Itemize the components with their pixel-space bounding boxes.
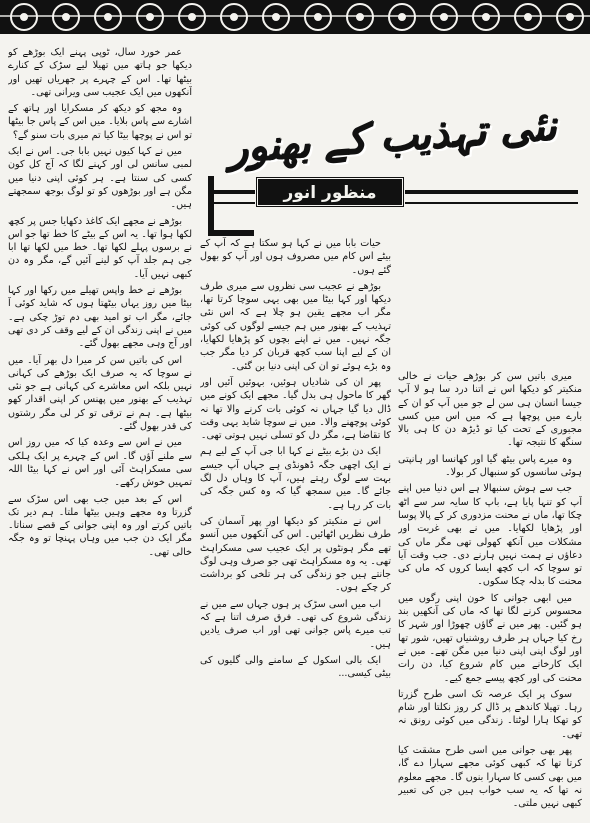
paragraph: وہ مجھ کو دیکھ کر مسکرایا اور ہاتھ کے اشارے سے پاس بلایا۔ میں اس کے پاس جا بیٹھا تو اس نے پوچھا بیٹا کیا تم میری بات سنو گے؟ <box>8 103 192 141</box>
paragraph: اب میں اسی سڑک پر ہوں جہاں سے میں نے زندگی شروع کی تھی۔ فرق صرف اتنا ہے کہ تب میرے پاس جوانی تھی اور اب صرف یادیں ہیں۔ <box>200 598 391 650</box>
border-ornament <box>178 3 206 31</box>
title-rule <box>208 230 254 236</box>
paragraph: عمر خورد سال، ٹوپی پہنے ایک بوڑھے کو دیکھا جو ہاتھ میں تھیلا لیے سڑک کے کنارے بیٹھا تھا۔ اس کے چہرے پر جھریاں تھیں اور آنکھوں میں ایک عجیب سی ویرانی تھی۔ <box>8 47 192 98</box>
border-ornament <box>472 3 500 31</box>
border-ornament <box>220 3 248 31</box>
column-right <box>398 370 582 815</box>
border-ornament <box>514 3 542 31</box>
border-ornament <box>304 3 332 31</box>
paragraph: اس کے بعد میں جب بھی اس سڑک سے گزرتا وہ مجھے وہیں بیٹھا ملتا۔ ہم دیر تک باتیں کرتے اور وہ اپنی جوانی کے قصے سناتا۔ مگر ایک دن جب میں وہاں پہنچا تو وہ جگہ خالی تھی۔ <box>8 493 192 558</box>
paragraph: بوڑھے نے عجیب سی نظروں سے میری طرف دیکھا اور کہا بیٹا میں بھی یہی سوچا کرتا تھا، مگر اب مجھے یقین ہو چلا ہے کہ اس نئی تہذیب کے بھنور میں ہم جیسے لوگوں کی کوئی جگہ نہیں۔ میں نے اپنے بچوں کو پڑھایا لکھایا، ان کے لیے اپنا سب کچھ قربان کر دیا مگر جب وہ بڑے ہوئے تو ان کی اپنی دنیا بن گئی۔ <box>200 280 391 372</box>
paragraph: حیات بابا میں نے کہا ہو سکتا ہے کہ آپ کے بیٹے اس کام میں مصروف ہوں اور آپ کو بھول گئے ہوں۔ <box>200 238 391 276</box>
author-name: منظور انور <box>283 183 377 203</box>
paragraph: بوڑھے نے مجھے ایک کاغذ دکھایا جس پر کچھ لکھا ہوا تھا۔ یہ اس کے بیٹے کا خط تھا جو اس نے برسوں پہلے لکھا تھا۔ خط میں لکھا تھا ابا جی ہم جلد آپ کو لینے آئیں گے، مگر وہ دن کبھی نہیں آیا۔ <box>8 215 192 280</box>
border-ornament <box>94 3 122 31</box>
paragraph: اس نے منکیتر کو دیکھا اور پھر آسمان کی طرف نظریں اٹھائیں۔ اس کی آنکھوں میں آنسو تھے مگر ہونٹوں پر ایک عجیب سی مسکراہٹ تھی۔ یہ وہ مسکراہٹ تھی جو صرف وہی لوگ جانتے ہیں جو زندگی کی ہر تلخی کو برداشت کر چکے ہوں۔ <box>200 515 391 594</box>
paragraph: پھر ان کی شادیاں ہوئیں، بہوئیں آئیں اور گھر کا ماحول ہی بدل گیا۔ مجھے ایک کونے میں ڈال دیا گیا جہاں نہ کوئی بات کرنے والا تھا نہ کوئی پوچھنے والا۔ میں نے سوچا شاید یہی وقت کا تقاضا ہے، مگر دل کو تسلی نہیں ہوتی تھی۔ <box>200 376 391 442</box>
paragraph: ایک دن بڑے بیٹے نے کہا ابا جی آپ کے لیے ہم نے ایک اچھی جگہ ڈھونڈی ہے جہاں آپ جیسے بہت سے لوگ رہتے ہیں، آپ کا وہاں دل لگ جائے گا۔ میں سمجھ گیا کہ وہ کس جگہ کی بات کر رہا ہے۔ <box>200 446 391 511</box>
column-middle <box>200 237 391 815</box>
ornamental-border <box>0 0 590 34</box>
paragraph: جب سے ہوش سنبھالا ہے اس دنیا میں اپنے آپ کو تنہا پایا ہے، باپ کا سایہ سر سے اٹھ چکا تھا، ماں نے محنت مزدوری کر کے پالا پوسا اور پڑھایا لکھایا۔ میں نے بھی غربت اور مشکلات میں آنکھ کھولی تھی مگر ماں کی دعاؤں نے ہمت نہیں ہارنے دی۔ جب وقت آیا تو سوچا کہ اب کچھ ایسا کروں کہ ماں کی محنت کا بدلہ چکا سکوں۔ <box>398 483 582 588</box>
article-title: نئی تہذیب کے بھنور <box>227 102 559 173</box>
paragraph: میری باتیں سن کر بوڑھے حیات نے خالی منکیتر کو دیکھا اس نے اتنا درد سا ہو لا آپ جیسا انسان ہی سن لے جو میں آپ کو ان کے بارے میں پوچھا ہے کہ میں اس میں کسی مجبوری کے تحت کیا تو ڈیڑھ دن کا ہی بالا سنگھ کا نتیجہ تھا۔ <box>398 371 582 449</box>
paragraph: وہ میرے پاس بیٹھ گیا اور کھانسا اور ہانپتی ہوئی سانسوں کو سنبھال کر بولا۔ <box>398 453 582 479</box>
paragraph: اس کی باتیں سن کر میرا دل بھر آیا۔ میں نے سوچا کہ یہ صرف ایک بوڑھے کی کہانی نہیں بلکہ اس معاشرے کی کہانی ہے جو نئی تہذیب کے بھنور میں پھنس کر اپنی اقدار کھو بیٹھا ہے۔ ہم نے ترقی تو کر لی مگر رشتوں کی قدر بھول گئے۔ <box>8 354 192 433</box>
paragraph: پھر بھی جوانی میں اسی طرح مشقت کیا کرتا تھا کہ کبھی کوئی مجھے سہارا دے گا، میں بھی کسی کا سہارا بنوں گا۔ مجھے معلوم نہ تھا کہ یہ سب خواب ہیں جن کی تعبیر کبھی نہیں ملتی۔ <box>398 745 582 810</box>
paragraph: میں ابھی جوانی کا خون اپنی رگوں میں محسوس کرنے لگا تھا کہ ماں کی آنکھیں بند ہو گئیں۔ پھر میں نے گاؤں چھوڑا اور شہر کا رخ کیا جہاں ہر طرف روشنیاں تھیں، شور تھا اور لوگ اپنی اپنی دنیا میں مگن تھے۔ میں نے ایک کارخانے میں کام شروع کیا، دن رات محنت کی اور کچھ پیسے جمع کیے۔ <box>398 592 582 684</box>
border-line <box>0 15 590 17</box>
border-ornament <box>388 3 416 31</box>
paragraph: ایک بالی اسکول کے سامنے والی گلیوں کی بیٹی کیسی... <box>200 654 391 680</box>
border-ornament <box>346 3 374 31</box>
paragraph: بوڑھے نے خط واپس تھیلے میں رکھا اور کہا بیٹا میں روز یہاں بیٹھتا ہوں کہ شاید کوئی آ جائے، مگر اب تو امید بھی دم توڑ چکی ہے۔ میں نے اپنی زندگی ان کے لیے وقف کر دی تھی اور آج وہی مجھے بھول گئے۔ <box>8 285 192 350</box>
title-rule <box>208 176 214 236</box>
border-ornament <box>556 3 584 31</box>
border-ornament <box>430 3 458 31</box>
paragraph: سوک پر ایک عرصہ تک اسی طرح گزرتا رہا۔ تھیلا کاندھے پر ڈال کر روز نکلتا اور شام کو تھکا ہارا لوٹتا۔ زندگی میں کوئی رونق نہ تھی۔ <box>398 688 582 740</box>
border-ornament <box>262 3 290 31</box>
paragraph: میں نے کہا کیوں نہیں بابا جی۔ اس نے ایک لمبی سانس لی اور کہنے لگا کہ آج کل کون کسی کی سنتا ہے۔ ہر کوئی اپنی دنیا میں مگن ہے اور بوڑھوں کو تو لوگ بوجھ سمجھتے ہیں۔ <box>8 146 192 211</box>
border-ornament <box>10 3 38 31</box>
column-left <box>8 46 192 816</box>
paragraph: میں نے اس سے وعدہ کیا کہ میں روز اس سے ملنے آؤں گا۔ اس کے چہرے پر ایک ہلکی سی مسکراہٹ آئی اور اس نے کہا بیٹا اللہ تمہیں خوش رکھے۔ <box>8 437 192 489</box>
border-ornament <box>136 3 164 31</box>
author-box <box>255 176 405 208</box>
title-block <box>208 40 586 240</box>
border-ornament <box>52 3 80 31</box>
